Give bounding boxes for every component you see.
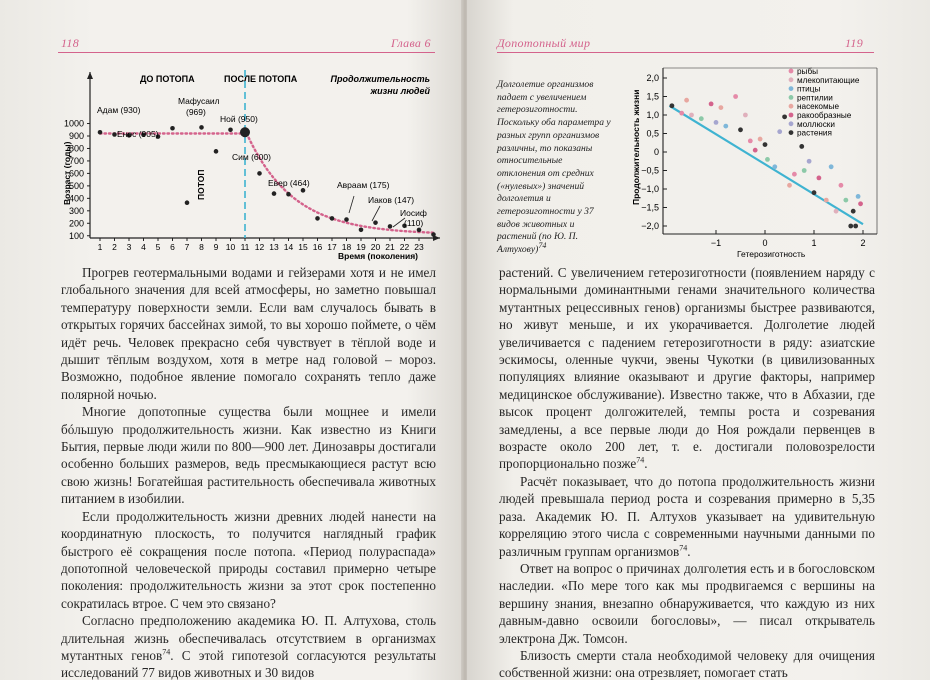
legend-swatch — [789, 130, 794, 135]
data-point — [286, 192, 291, 197]
data-point — [763, 142, 768, 147]
y-axis-title: Продолжительность жизни — [631, 89, 641, 205]
y-tick-label: 600 — [68, 168, 84, 179]
data-point — [834, 209, 839, 214]
data-point-noah — [240, 127, 250, 137]
paragraph — [499, 473, 875, 560]
point-annotation: Авраам (175) — [337, 180, 390, 190]
data-point — [228, 127, 233, 132]
region-label-after: ПОСЛЕ ПОТОПА — [224, 74, 298, 84]
data-point — [257, 171, 262, 176]
annotation-pointer — [372, 206, 380, 221]
legend-label: рептилии — [797, 93, 833, 103]
caption-footnote-ref: 74 — [538, 240, 547, 250]
data-point — [738, 127, 743, 132]
data-point — [417, 228, 422, 233]
data-point — [824, 198, 829, 203]
y-tick-label: 1,0 — [646, 110, 659, 120]
y-tick-label: −1,5 — [641, 202, 659, 213]
data-point — [723, 124, 728, 129]
left-page — [0, 0, 463, 680]
paragraph: Близость смерти стала необходимой человеку для очищения собственной жизни: она отрезвляет, помогает стать — [499, 647, 875, 680]
data-point — [431, 232, 436, 237]
x-tick-label: 13 — [269, 242, 279, 252]
data-point — [802, 168, 807, 173]
data-point — [782, 114, 787, 119]
data-point — [301, 188, 306, 193]
footnote-ref: 74 — [636, 456, 645, 466]
data-point — [848, 224, 853, 229]
paragraph-text: Согласно предположению академика Ю. П. Алтухова, столь длительная жизнь обеспечивалась отсутствием в организмах мутантных генов — [61, 613, 436, 663]
x-tick-label: 18 — [341, 242, 352, 252]
x-tick-label: 15 — [298, 242, 308, 252]
data-point — [839, 183, 844, 188]
point-annotation: Ной (950) — [220, 114, 258, 124]
point-annotation: (110) — [404, 218, 424, 228]
y-tick-label: 2,0 — [646, 73, 659, 83]
data-point — [777, 129, 782, 134]
data-point — [765, 157, 770, 162]
x-tick-label: 9 — [213, 242, 219, 252]
data-point — [714, 120, 719, 125]
data-point — [185, 200, 190, 205]
left-body-text — [61, 264, 436, 680]
y-tick-label: 800 — [68, 143, 84, 154]
point-annotation: Евер (464) — [268, 178, 310, 188]
data-point — [699, 116, 704, 121]
paragraph-text: Расчёт показывает, что до потопа продолжительность жизни людей превышала период роста и созревания примерно в 5,35 раза. Академик Ю. П. Алтухов указывает на удивительную корреляцию этого числа с современными научными данными по различным группам организмов — [499, 473, 875, 559]
data-point — [856, 194, 861, 199]
legend-label: насекомые — [797, 102, 840, 112]
legend-label: моллюски — [797, 119, 835, 129]
x-tick-label: 20 — [370, 242, 381, 252]
data-point — [843, 198, 848, 203]
x-tick-label: 17 — [327, 242, 337, 252]
right-title-header: Допотопный мир — [497, 36, 591, 50]
data-point — [689, 113, 694, 118]
y-tick-label: −0,5 — [641, 165, 659, 176]
point-annotation: (969) — [186, 107, 206, 117]
x-tick-label: 6 — [170, 242, 175, 252]
x-axis-title: Гетерозиготность — [737, 249, 806, 259]
point-annotation: Мафусаил — [178, 96, 220, 106]
data-point — [753, 148, 758, 153]
point-annotation: Адам (930) — [97, 105, 141, 115]
legend-swatch — [789, 104, 794, 109]
paragraph-text: растений. С увеличением гетерозиготности (появлением наряду с нормальными доминантными генами значительного количества мутантных рецессивных генов) организмы быстрее развиваются, но живут меньше, и их укорачивается. Долголетие людей увеличивается с падением гетерозиготности в ряду: азиатские эскимосы, оленные чукчи, эвены Чукотки (в цивилизованных популяциях влияние оказывают и другие факторы, например медицинское обслуживание). Известно также, что в Абхазии, где высок процент долгожителей, темпы роста и созревания замедлены, а все первые люди до Ноя рождали первенцев в возрасте около 200 лет, т. е. достигали половозрелости пропорционально позже — [499, 265, 875, 472]
x-axis-title: Время (поколения) — [338, 251, 418, 261]
x-tick-label: 19 — [356, 242, 366, 252]
x-tick-label: 14 — [283, 242, 294, 252]
data-point — [817, 176, 822, 181]
legend-swatch — [789, 77, 794, 82]
data-point — [272, 191, 277, 196]
legend-label: растения — [797, 128, 832, 138]
legend-label: птицы — [797, 84, 821, 94]
data-point — [684, 98, 689, 103]
x-tick-label: 3 — [126, 242, 132, 252]
y-tick-label: −2,0 — [641, 221, 659, 231]
data-point — [758, 137, 763, 142]
x-tick-label: 4 — [141, 242, 146, 252]
chart-title-line: Продолжительность — [330, 74, 430, 84]
paragraph: Ответ на вопрос о причинах долголетия есть и в богословском наследии. «По мере того как мы продвигаемся с вершины на вершину знания, внезапно обнаруживается, что каждую из них давным-давно освоили богословы», — писал открыватель электрона Дж. Томсон. — [499, 560, 875, 646]
x-tick-label: 11 — [240, 242, 250, 252]
legend-swatch — [789, 95, 794, 100]
paragraph-text: . — [644, 456, 648, 472]
data-point — [388, 224, 393, 229]
x-tick-label: 16 — [312, 242, 323, 252]
y-tick-label: 0 — [653, 147, 659, 157]
paragraph — [499, 264, 875, 473]
data-point — [748, 139, 753, 144]
y-tick-label: 0,5 — [646, 128, 659, 139]
data-point — [851, 209, 856, 214]
footnote-ref: 74 — [679, 543, 688, 553]
data-point — [330, 216, 335, 221]
y-tick-label: 200 — [68, 218, 84, 229]
x-tick-label: 12 — [254, 242, 265, 252]
x-tick-label: 0 — [762, 238, 768, 248]
x-tick-label: 8 — [199, 242, 204, 252]
left-page-number: 118 — [61, 36, 80, 50]
legend-label: млекопитающие — [797, 75, 860, 85]
flood-label: ПОТОП — [196, 169, 206, 200]
x-tick-label: 2 — [112, 242, 117, 252]
legend-swatch — [789, 121, 794, 126]
point-annotation: Иаков (147) — [368, 195, 415, 205]
paragraph: Если продолжительность жизни древних людей нанести на координатную плоскость, то получится наглядный график быстрого её сокращения после потопа. «Период полураспада» допотопной человеческой природы составил примерно четыре поколения: продолжительность жизни за этот срок постепенно сократилась втрое. С чем это связано? — [61, 508, 436, 611]
data-point — [743, 113, 748, 118]
y-axis-title: Возраст (годы) — [62, 141, 72, 205]
legend-label: ракообразные — [797, 111, 852, 120]
data-point — [709, 102, 714, 107]
annotation-pointer — [349, 196, 354, 213]
x-tick-label: 7 — [184, 242, 190, 252]
data-point — [807, 159, 812, 164]
data-point — [858, 201, 863, 206]
x-tick-label: 21 — [385, 242, 395, 252]
right-body-text — [499, 264, 875, 680]
data-point — [679, 111, 684, 116]
legend-swatch — [789, 113, 794, 118]
data-point — [829, 164, 834, 169]
paragraph: Многие допотопные существа были мощнее и имели бóльшую продолжительность жизни. Как известно из Книги Бытия, первые люди жили по 800—900 лет. Динозавры достигали особенно больших размеров, ведь пресмыкающиеся растут всю свою жизнь! Богатейшая растительность обеспечивала животных питанием в изобилии. — [61, 404, 436, 507]
data-point — [719, 105, 724, 110]
data-point — [812, 190, 817, 195]
data-point — [772, 164, 777, 169]
data-point — [315, 216, 320, 221]
point-annotation: Енос (905) — [117, 129, 159, 139]
x-tick-label: 23 — [414, 242, 424, 252]
legend-swatch — [789, 69, 794, 74]
x-tick-label: 10 — [225, 242, 236, 252]
x-tick-label: 2 — [860, 238, 866, 248]
data-point — [670, 103, 675, 108]
paragraph-text: . — [687, 543, 691, 559]
data-point — [733, 94, 738, 99]
lifespan-chart — [0, 0, 463, 270]
data-point — [214, 149, 219, 154]
y-tick-label: −1,0 — [641, 184, 659, 194]
point-annotation: Сим (600) — [232, 152, 271, 162]
legend-swatch — [789, 86, 794, 91]
y-tick-label: 400 — [68, 193, 84, 204]
y-axis-arrow — [87, 72, 93, 79]
point-annotation: Иосиф — [400, 208, 427, 218]
data-point — [170, 126, 175, 131]
figure-caption — [497, 79, 613, 257]
paragraph — [61, 612, 436, 680]
x-tick-label: 5 — [155, 242, 161, 252]
region-label-before: ДО ПОТОПА — [140, 74, 195, 84]
left-chapter-header: Глава 6 — [391, 36, 431, 50]
chart-title-line: жизни людей — [370, 86, 430, 96]
x-tick-label: 1 — [97, 242, 103, 252]
y-tick-label: 100 — [68, 230, 84, 241]
footnote-ref: 74 — [162, 647, 171, 657]
y-tick-label: 1,5 — [646, 91, 659, 102]
y-tick-label: 500 — [68, 180, 84, 191]
legend-label: рыбы — [797, 67, 819, 76]
data-point — [98, 130, 103, 135]
right-page-number: 119 — [845, 36, 864, 50]
data-point — [799, 144, 804, 149]
paragraph: Прогрев геотермальными водами и гейзерами хотя и не имел глобального значения для всей атмосферы, но заметно повышал температуру поверхности земли. Если вам случалось бывать в открытых горячих бассейнах зимой, то вы хорошо поймете, о чём идёт речь. Человек прекрасно себя чувствует в тёплой воде и дышит тёплым воздухом, хотя в метре над головой – мороз. Возможно, подобное явление помогало сохранять тепло даже полярной ночью. — [61, 265, 436, 402]
data-point — [787, 183, 792, 188]
data-point — [344, 217, 349, 222]
y-tick-label: 900 — [68, 130, 84, 141]
x-tick-label: 1 — [811, 238, 817, 248]
paragraph-text: . С этой гипотезой согласуются результаты исследований 77 видов животных и 30 видов — [61, 647, 436, 680]
x-tick-label: −1 — [710, 238, 722, 248]
y-tick-label: 300 — [68, 205, 84, 216]
x-tick-label: 22 — [399, 242, 410, 252]
data-point — [359, 227, 364, 232]
data-point — [792, 172, 797, 177]
data-point — [853, 224, 858, 229]
data-point — [373, 220, 378, 225]
y-tick-label: 1000 — [63, 118, 84, 129]
caption-text: Долголетие организмов падает с увеличением гетерозиготности. Поскольку оба параметра у разных групп организмов различны, то показаны относительные отклонения от средних («нулевых») значений долголетия и гетерозиготности у 37 видов животных и растений (по Ю. П. Алтухову) — [497, 79, 611, 256]
data-point — [199, 125, 204, 130]
y-tick-label: 700 — [68, 155, 84, 166]
